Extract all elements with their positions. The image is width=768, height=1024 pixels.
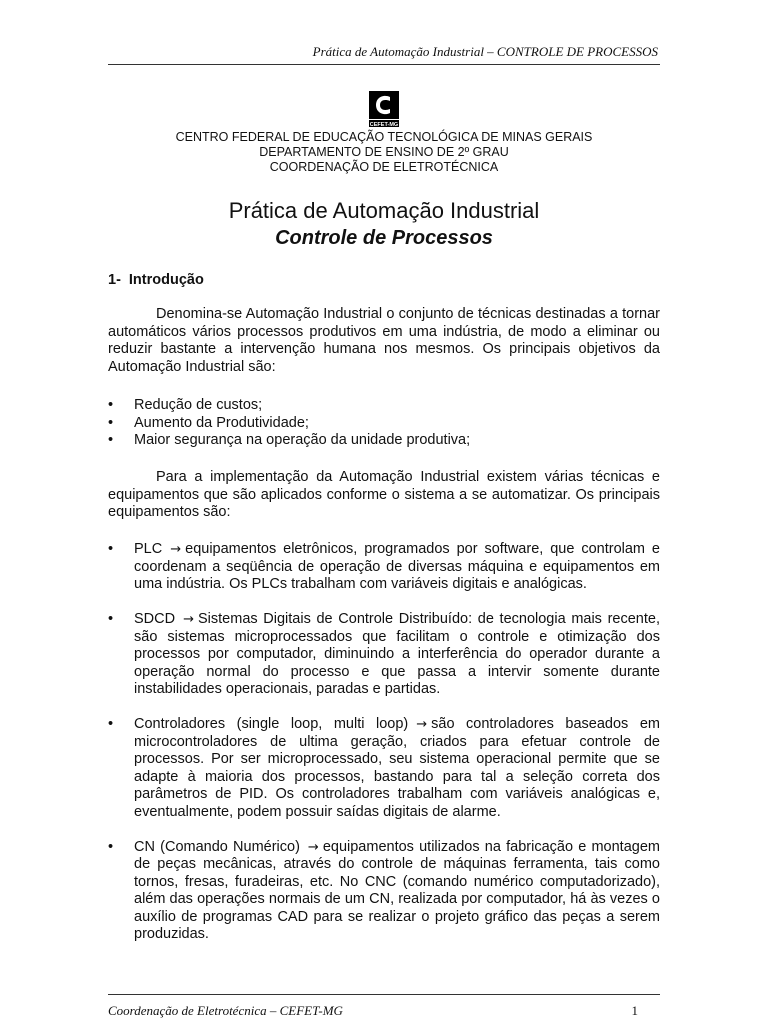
equipment-description: equipamentos eletrônicos, programados por software, que controlam e coordenam a seqüência de operação de diversas máquina e equipamentos em uma indústria. Os PLCs trabalham com variáveis digitais e analógicas.: [134, 541, 660, 592]
section-title: Introdução: [128, 272, 204, 288]
bullet-icon: •: [108, 611, 114, 627]
section-heading: [108, 272, 660, 290]
header-rule: [108, 64, 660, 65]
list-item: [108, 611, 660, 699]
equipment-paragraph-block: [108, 469, 660, 522]
footer-rule: [108, 994, 660, 995]
running-header: Prática de Automação Industrial – CONTROLE DE PROCESSOS: [312, 44, 658, 59]
bullet-icon: •: [108, 838, 114, 855]
list-item: [108, 839, 660, 944]
bullet-icon: •: [108, 432, 114, 448]
cefet-logo-icon: [368, 90, 400, 128]
equipment-term: PLC: [134, 541, 163, 557]
intro-paragraph-block: [108, 306, 660, 376]
objectives-block: [108, 397, 660, 450]
section-introduction: [108, 272, 660, 290]
arrow-right-icon: →: [416, 717, 428, 732]
list-item: [108, 432, 660, 450]
equipment-description: Sistemas Digitais de Controle Distribuído: de tecnologia mais recente, são sistemas microprocessados que facilitam o controle e otimização dos processos por computador, diminuindo a interferência do operador durante a operação normal do processo e que passa a intervir somente durante instabilidades operacionais, paradas e partidas.: [134, 611, 660, 697]
list-item: [108, 541, 660, 594]
title-main: Prática de Automação Industrial: [228, 198, 540, 223]
document-title: [108, 197, 660, 251]
objective-text: Aumento da Produtividade;: [134, 414, 309, 431]
arrow-right-icon: →: [170, 542, 182, 557]
logo-caption: CEFET-MG: [369, 122, 399, 128]
equipment-term: Controladores (single loop, multi loop): [134, 716, 409, 732]
footer-text: Coordenação de Eletrotécnica – CEFET-MG: [108, 1003, 343, 1018]
objective-text: Redução de custos;: [134, 397, 263, 413]
title-subtitle: Controle de Processos: [275, 227, 493, 249]
equipment-list: [108, 541, 660, 944]
list-item: [108, 397, 660, 415]
section-number: 1-: [108, 272, 121, 288]
arrow-right-icon: →: [307, 839, 319, 855]
equipment-description: equipamentos utilizados na fabricação e montagem de peças mecânicas, através do controle de máquinas ferramenta, tais como tornos, fresas, furadeiras, etc. No CNC (comando numérico computadorizado), além das operações normais de um CN, realizada por computador, há às vezes o auxílio de programas CAD para se realizar o projeto gráfico das peças a serem produzidas.: [134, 838, 660, 942]
objective-text: Maior segurança na operação da unidade produtiva;: [134, 432, 471, 448]
equipment-description: são controladores baseados em microcontroladores de ultima geração, criados para efetuar controle de processos. Por ser microprocessado, seu sistema operacional permite que se adapte à maioria dos processos, bastando para tal a seleção correta dos parâmetros de PID. Os controladores trabalham com variáveis analógicas e, eventualmente, podem possuir saídas digitais de alarme.: [134, 716, 660, 820]
institution-name: CENTRO FEDERAL DE EDUCAÇÃO TECNOLÓGICA DE MINAS GERAIS: [175, 130, 593, 144]
equipment-term: SDCD: [134, 611, 176, 627]
bullet-icon: •: [108, 541, 114, 557]
bullet-icon: •: [108, 414, 114, 431]
objectives-list: [108, 397, 660, 450]
institution-block: [108, 130, 660, 175]
list-item: [108, 716, 660, 821]
bullet-icon: •: [108, 397, 114, 413]
intro-paragraph: Denomina-se Automação Industrial o conjunto de técnicas destinadas a tornar automáticos vários processos produtivos em uma indústria, de modo a eliminar ou reduzir bastante a intervenção humana nos mesmos. Os principais objetivos da Automação Industrial são:: [108, 306, 660, 375]
equipment-paragraph: Para a implementação da Automação Industrial existem várias técnicas e equipamentos que são aplicados conforme o sistema a se automatizar. Os principais equipamentos são:: [108, 469, 660, 520]
department-name: DEPARTAMENTO DE ENSINO DE 2º GRAU: [259, 145, 509, 159]
arrow-right-icon: →: [183, 612, 194, 627]
page-number: 1: [631, 1003, 638, 1018]
coordination-name: COORDENAÇÃO DE ELETROTÉCNICA: [269, 160, 499, 174]
list-item: [108, 415, 660, 433]
equipment-term: CN (Comando Numérico): [134, 838, 300, 855]
equipment-block: [108, 541, 660, 944]
bullet-icon: •: [108, 716, 114, 732]
